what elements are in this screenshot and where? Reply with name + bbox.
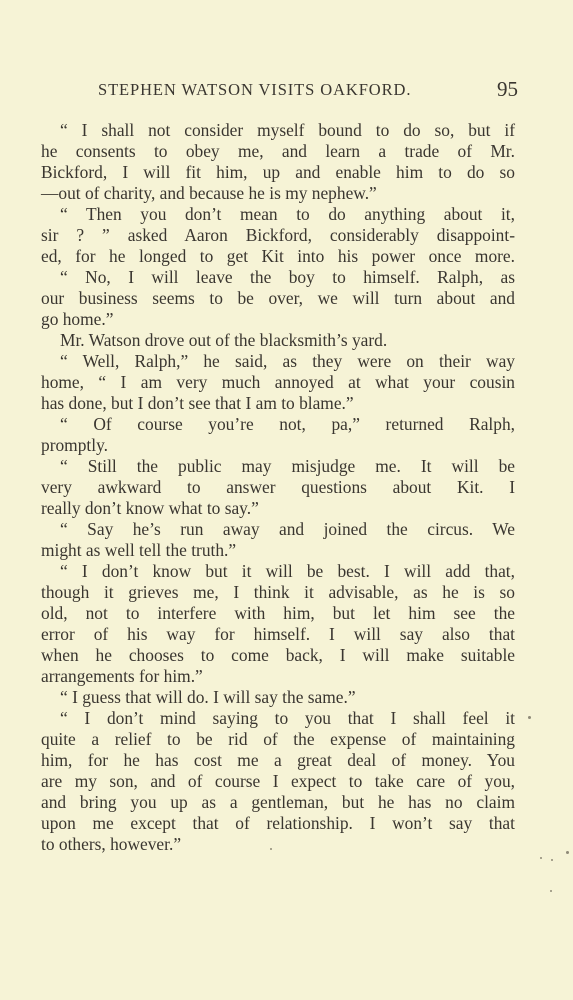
paper-speck (528, 716, 531, 719)
text-line: “ I guess that will do. I will say the same.” (60, 687, 356, 707)
text-line: old, not to interfere with him, but let him see the (41, 603, 515, 623)
text-line: our business seems to be over, we will turn about and (41, 288, 515, 308)
chapter-title: STEPHEN WATSON VISITS OAKFORD. (98, 80, 412, 99)
text-line: ed, for he longed to get Kit into his power once more. (41, 246, 515, 266)
text-line: sir ? ” asked Aaron Bickford, considerably disappoint- (41, 225, 515, 245)
text-line: he consents to obey me, and learn a trade of Mr. (41, 141, 515, 161)
text-line: very awkward to answer questions about Kit. I (41, 477, 515, 497)
text-line: home, “ I am very much annoyed at what your cousin (41, 372, 515, 392)
text-line: promptly. (41, 435, 108, 455)
text-line: “ Say he’s run away and joined the circus. We (60, 519, 515, 539)
text-line: when he chooses to come back, I will make suitable (41, 645, 515, 665)
text-line: and bring you up as a gentleman, but he has no claim (41, 792, 515, 812)
text-line: —out of charity, and because he is my nephew.” (41, 183, 377, 203)
text-line: “ I don’t mind saying to you that I shall feel it (60, 708, 515, 728)
text-line: though it grieves me, I think it advisable, as he is so (41, 582, 515, 602)
paper-speck (566, 851, 569, 854)
text-line: “ Still the public may misjudge me. It will be (60, 456, 515, 476)
text-line: upon me except that of relationship. I won’t say that (41, 813, 515, 833)
text-line: him, for he has cost me a great deal of money. You (41, 750, 515, 770)
text-line: “ Of course you’re not, pa,” returned Ralph, (60, 414, 515, 434)
text-line: “ No, I will leave the boy to himself. Ralph, as (60, 267, 515, 287)
paper-speck (551, 859, 553, 861)
text-line: might as well tell the truth.” (41, 540, 237, 560)
text-line: has done, but I don’t see that I am to blame.” (41, 393, 354, 413)
text-line: “ Then you don’t mean to do anything about it, (60, 204, 515, 224)
paper-speck (270, 848, 272, 850)
page-number: 95 (497, 77, 518, 101)
text-line: “ I don’t know but it will be best. I will add that, (60, 561, 515, 581)
text-line: quite a relief to be rid of the expense of maintaining (41, 729, 515, 749)
text-line: to others, however.” (41, 834, 182, 854)
running-header (98, 77, 518, 104)
text-line: “ I shall not consider myself bound to do so, but if (60, 120, 515, 140)
text-line: “ Well, Ralph,” he said, as they were on their way (60, 351, 515, 371)
body-text (41, 120, 515, 855)
text-line: go home.” (41, 309, 114, 329)
paper-speck (540, 857, 542, 859)
text-line: are my son, and of course I expect to take care of you, (41, 771, 515, 791)
text-line: error of his way for himself. I will say also that (41, 624, 515, 644)
text-line: arrangements for him.” (41, 666, 203, 686)
text-line: really don’t know what to say.” (41, 498, 259, 518)
text-line: Mr. Watson drove out of the blacksmith’s yard. (60, 330, 388, 350)
text-line: Bickford, I will fit him, up and enable him to do so (41, 162, 515, 182)
paper-speck (550, 890, 552, 892)
